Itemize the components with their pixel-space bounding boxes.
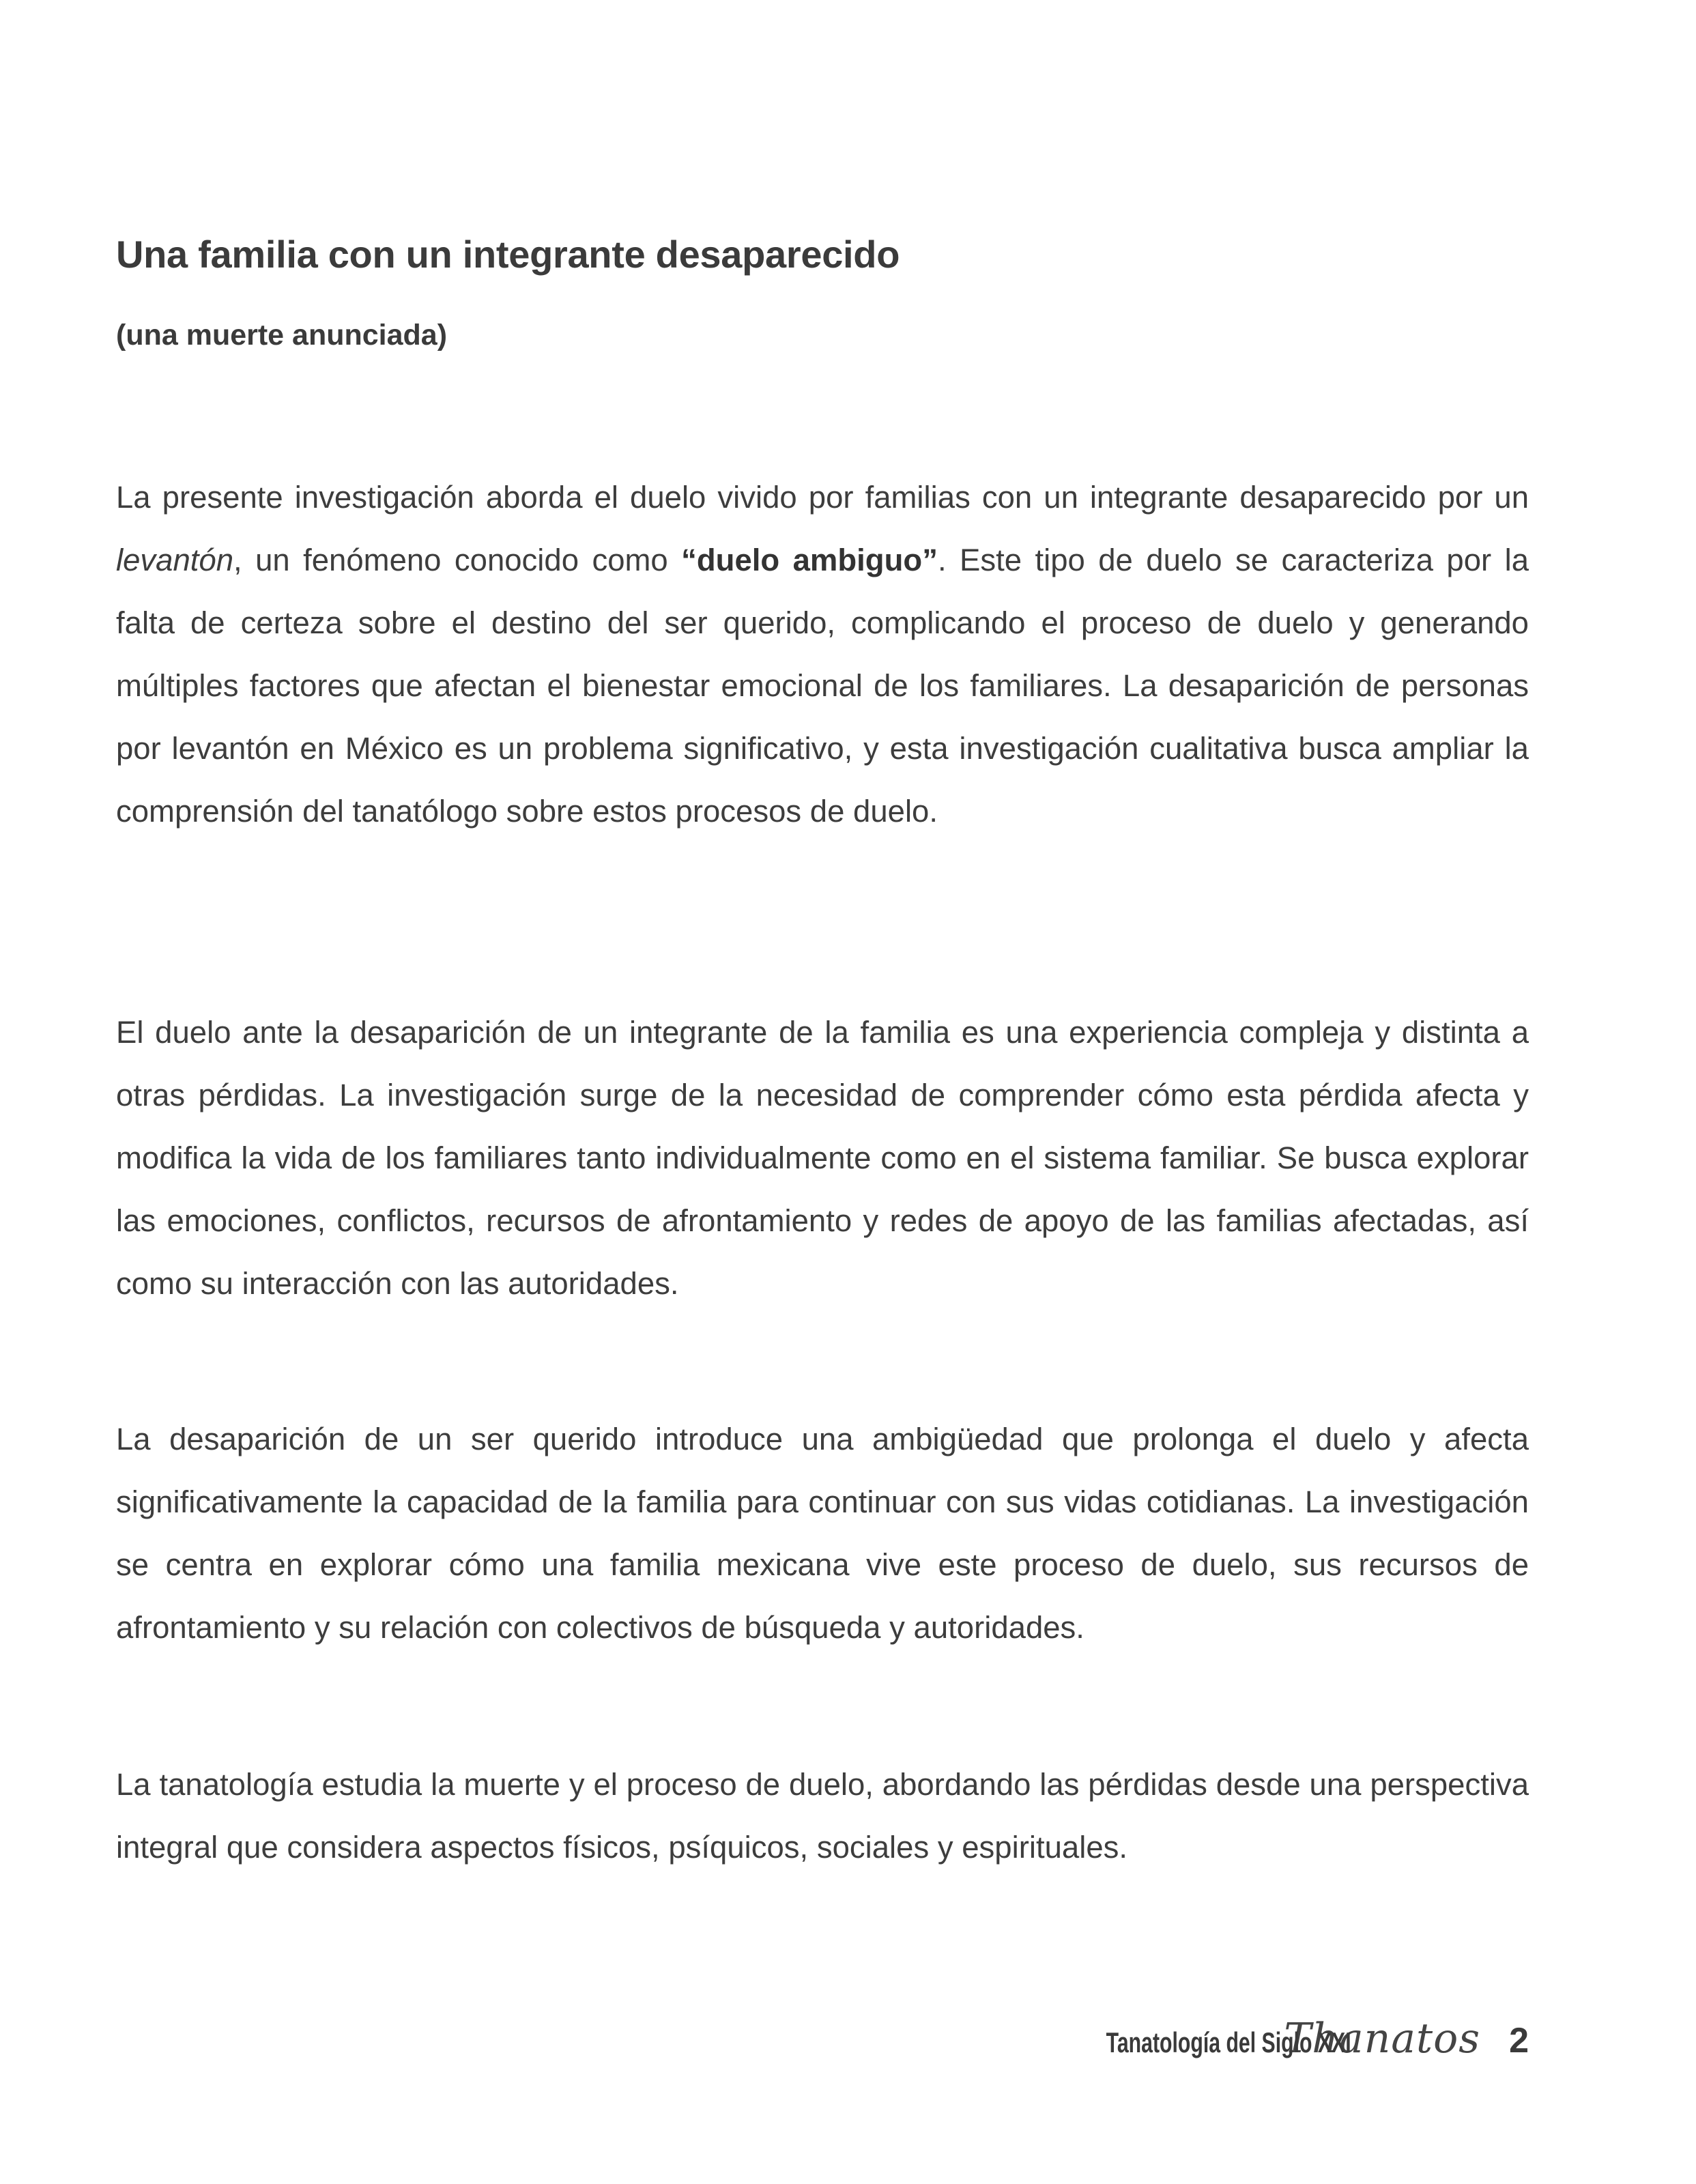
article-subtitle: (una muerte anunciada) bbox=[116, 319, 448, 351]
paragraph-1-bold-term: “duelo ambiguo” bbox=[681, 543, 938, 577]
page-number: 2 bbox=[1509, 2021, 1529, 2060]
footer-journal-name: Tanatología del Siglo XXI bbox=[1106, 2026, 1351, 2058]
paragraph-1-italic-term: levantón bbox=[116, 543, 234, 577]
paragraph-1-text-c: . Este tipo de duelo se caracteriza por la falta de certeza sobre el destino del ser querido, complicando el proceso de duelo y generando múltiples factores que afectan el bienestar emocional de los familiares. La desaparición de personas por levantón en México es un problema significativo, y esta investigación cualitativa busca ampliar la comprensión del tanatólogo sobre estos procesos de duelo. bbox=[116, 543, 1529, 829]
paragraph-1 bbox=[116, 466, 1529, 843]
paragraph-3: La desaparición de un ser querido introduce una ambigüedad que prolonga el duelo y afecta significativamente la capacidad de la familia para continuar con sus vidas cotidianas. La investigación se centra en explorar cómo una familia mexicana vive este proceso de duelo, sus recursos de afrontamiento y su relación con colectivos de búsqueda y autoridades. bbox=[116, 1422, 1529, 1645]
paragraph-2: El duelo ante la desaparición de un integrante de la familia es una experiencia compleja y distinta a otras pérdidas. La investigación surge de la necesidad de comprender cómo esta pérdida afecta y modifica la vida de los familiares tanto individualmente como en el sistema familiar. Se busca explorar las emociones, conflictos, recursos de afrontamiento y redes de apoyo de las familias afectadas, así como su interacción con las autoridades. bbox=[116, 1015, 1529, 1301]
paragraph-1-text-b: , un fenómeno conocido como bbox=[233, 543, 682, 577]
footer-brand-logo: Thanatos bbox=[1284, 2015, 1481, 2063]
article-title: Una familia con un integrante desaparecido bbox=[116, 233, 900, 276]
page-footer bbox=[1011, 2015, 1529, 2063]
paragraph-4: La tanatología estudia la muerte y el proceso de duelo, abordando las pérdidas desde una perspectiva integral que considera aspectos físicos, psíquicos, sociales y espirituales. bbox=[116, 1767, 1529, 1865]
paragraph-1-text-a: La presente investigación aborda el duelo vivido por familias con un integrante desaparecido por un bbox=[116, 480, 1529, 515]
